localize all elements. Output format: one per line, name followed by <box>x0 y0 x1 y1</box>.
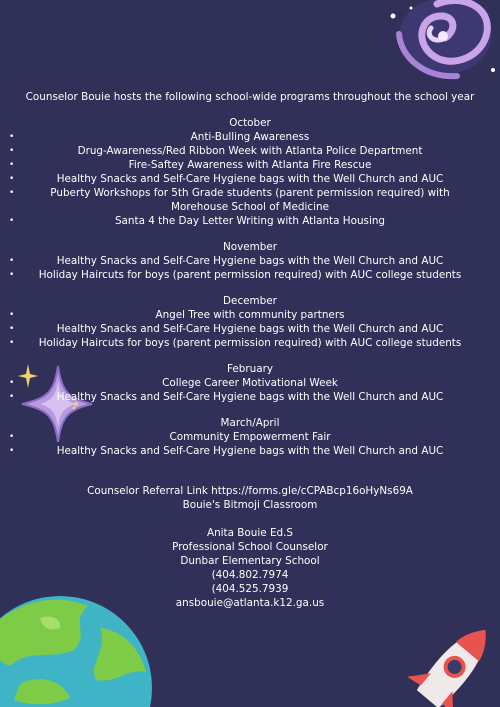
program-list-december <box>0 308 500 350</box>
referral-link[interactable]: Counselor Referral Link https://forms.gle/cCPABcp16oHyNs69A <box>87 485 413 497</box>
phone-number: (404.525.7939 <box>211 583 289 595</box>
list-item: • Holiday Haircuts for boys (parent permission required) with AUC college students <box>0 336 500 350</box>
list-item: • Puberty Workshops for 5th Grade students (parent permission required) with Morehouse School of Medicine <box>0 186 500 214</box>
list-item: • Anti-Bulling Awareness <box>0 130 500 144</box>
month-heading: December <box>223 295 277 307</box>
list-item: • College Career Motivational Week <box>0 376 500 390</box>
list-item: • Drug-Awareness/Red Ribbon Week with Atlanta Police Department <box>0 144 500 158</box>
section-march-april <box>0 416 500 458</box>
month-heading: March/April <box>220 417 280 429</box>
counselor-footer <box>0 470 500 610</box>
program-list <box>0 90 500 610</box>
email-address[interactable]: ansbouie@atlanta.k12.ga.us <box>175 597 325 609</box>
rocket-icon <box>404 622 500 707</box>
list-item: • Healthy Snacks and Self-Care Hygiene bags with the Well Church and AUC <box>0 254 500 268</box>
section-november <box>0 240 500 282</box>
list-item: • Santa 4 the Day Letter Writing with Atlanta Housing <box>0 214 500 228</box>
program-list-february <box>0 376 500 404</box>
phone-number: (404.802.7974 <box>211 569 289 581</box>
section-december <box>0 294 500 350</box>
month-heading: November <box>222 241 278 253</box>
section-february <box>0 362 500 404</box>
program-list-march-april <box>0 430 500 458</box>
list-item: • Healthy Snacks and Self-Care Hygiene bags with the Well Church and AUC <box>0 172 500 186</box>
list-item: • Healthy Snacks and Self-Care Hygiene bags with the Well Church and AUC <box>0 444 500 458</box>
list-item: • Healthy Snacks and Self-Care Hygiene bags with the Well Church and AUC <box>0 390 500 404</box>
bitmoji-classroom-link[interactable]: Bouie's Bitmoji Classroom <box>182 499 318 511</box>
intro-text: Counselor Bouie hosts the following school-wide programs throughout the school year <box>25 91 475 103</box>
month-heading: February <box>226 363 274 375</box>
list-item: • Community Empowerment Fair <box>0 430 500 444</box>
program-list-october <box>0 130 500 228</box>
school-name: Dunbar Elementary School <box>180 555 320 567</box>
list-item: • Healthy Snacks and Self-Care Hygiene bags with the Well Church and AUC <box>0 322 500 336</box>
counselor-role: Professional School Counselor <box>172 541 328 553</box>
list-item: • Holiday Haircuts for boys (parent permission required) with AUC college students <box>0 268 500 282</box>
list-item: • Fire-Saftey Awareness with Atlanta Fire Rescue <box>0 158 500 172</box>
month-heading: October <box>229 117 271 129</box>
counselor-name: Anita Bouie Ed.S <box>206 527 294 539</box>
galaxy-icon <box>385 0 500 82</box>
list-item: • Angel Tree with community partners <box>0 308 500 322</box>
section-october <box>0 116 500 228</box>
program-list-november <box>0 254 500 282</box>
